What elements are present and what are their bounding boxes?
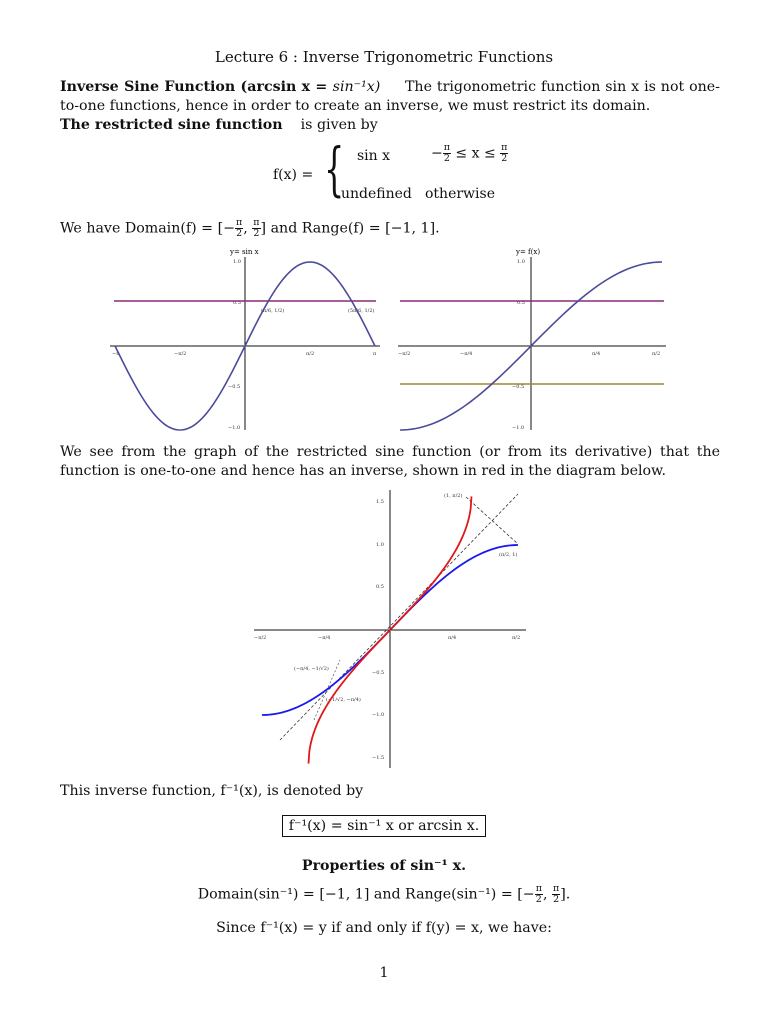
- case2-expr: undefined: [341, 186, 412, 202]
- fraction: $\frac{\pi}{2}$: [501, 142, 508, 164]
- tick-label: 0.5: [517, 300, 525, 306]
- tick-label: π/2: [652, 351, 661, 357]
- tick-label: −1.5: [372, 755, 385, 761]
- tick-label: 1.0: [233, 259, 241, 265]
- tick-label: −0.5: [228, 384, 241, 390]
- boxed-definition: f⁻¹(x) = sin⁻¹ x or arcsin x.: [282, 815, 487, 837]
- point-label: (−π/4, −1/√2): [294, 666, 329, 672]
- tick-label: −π/2: [398, 351, 411, 357]
- domain-range-arcsin: Domain(sin⁻¹) = [−1, 1] and Range(sin⁻¹) = [− $\frac{\pi}{2}$ , $\frac{\pi}{2}$ ].: [197, 883, 571, 905]
- point-label: (5π/6, 1/2): [348, 308, 375, 314]
- domain-range-line: We have Domain(f) = [− $\frac{\pi}{2}$ , $\frac{\pi}{2}$ ] and Range(f) = [−1, 1].: [60, 217, 440, 239]
- tick-label: π/4: [592, 351, 601, 357]
- tick-label: −1.0: [372, 712, 385, 718]
- piecewise-lhs: f(x) =: [273, 167, 314, 183]
- fraction: $\frac{\pi}{2}$: [253, 217, 260, 239]
- tick-label: −π/2: [254, 635, 267, 641]
- intro-paragraph: [60, 78, 720, 135]
- tick-label: π/2: [306, 351, 315, 357]
- restricted-sine-plot: [396, 245, 671, 435]
- point-label: (−1/√2, −π/4): [326, 697, 361, 703]
- inverse-sine-plot: [250, 488, 530, 770]
- fraction: $\frac{\pi}{2}$: [535, 883, 542, 905]
- piecewise-brace: {: [324, 135, 345, 203]
- point-label: (π/6, 1/2): [261, 308, 285, 314]
- tick-label: 1.5: [376, 499, 384, 505]
- properties-heading: Properties of sin⁻¹ x.: [301, 858, 467, 874]
- fraction: $\frac{\pi}{2}$: [443, 142, 450, 164]
- tick-label: −0.5: [372, 670, 385, 676]
- point-label: (π/2, 1): [499, 552, 518, 558]
- tick-label: π/2: [512, 635, 521, 641]
- intro-text-a: The trigonometric function sin x is not one-to-one: [60, 79, 720, 114]
- boxed-definition-wrap: [0, 818, 768, 834]
- tick-label: 0.5: [233, 300, 241, 306]
- since-line: Since f⁻¹(x) = y if and only if f(y) = x, we have:: [216, 920, 552, 936]
- tick-label: −1.0: [512, 425, 525, 431]
- tick-label: −1.0: [228, 425, 241, 431]
- tick-label: 1.0: [517, 259, 525, 265]
- tick-label: −π/2: [174, 351, 187, 357]
- tick-label: 0.5: [376, 584, 384, 590]
- tick-label: −π: [112, 351, 120, 357]
- tick-label: π/4: [448, 635, 457, 641]
- case1-condition: − $\frac{\pi}{2}$ ≤ x ≤ $\frac{\pi}{2}$: [431, 142, 508, 164]
- page-number: 1: [379, 965, 389, 981]
- restricted-tail: is given by: [300, 117, 378, 133]
- plot-title: y= f(x): [516, 248, 541, 256]
- reflection-line: [466, 497, 518, 544]
- tick-label: −π/4: [460, 351, 473, 357]
- case2-condition: otherwise: [425, 186, 495, 202]
- intro-text-b: functions, hence in order to create an inverse, we must restrict its domain.: [109, 98, 651, 114]
- tick-label: π: [373, 351, 377, 357]
- plot-title: y= sin x: [230, 248, 259, 256]
- tick-label: 1.0: [376, 542, 384, 548]
- sine-plot: [108, 245, 383, 435]
- section-heading-math: sin⁻¹x): [332, 79, 381, 95]
- identity-line: [280, 494, 521, 740]
- inverse-line: This inverse function, f⁻¹(x), is denoted by: [60, 783, 364, 799]
- page-title: Lecture 6 : Inverse Trigonometric Functions: [214, 48, 554, 66]
- restricted-heading: The restricted sine function: [60, 117, 283, 133]
- point-label: (1, π/2): [444, 493, 463, 499]
- fraction: $\frac{\pi}{2}$: [236, 217, 243, 239]
- fraction: $\frac{\pi}{2}$: [552, 883, 560, 905]
- tick-label: −π/4: [318, 635, 331, 641]
- case1-expr: sin x: [357, 148, 391, 164]
- tick-label: −0.5: [512, 384, 525, 390]
- section-heading: Inverse Sine Function (arcsin x =: [60, 79, 333, 95]
- second-paragraph: We see from the graph of the restricted sine function (or from its derivative) that the function is one-to-one and hence has an inverse, shown in red in the diagram below.: [60, 444, 720, 479]
